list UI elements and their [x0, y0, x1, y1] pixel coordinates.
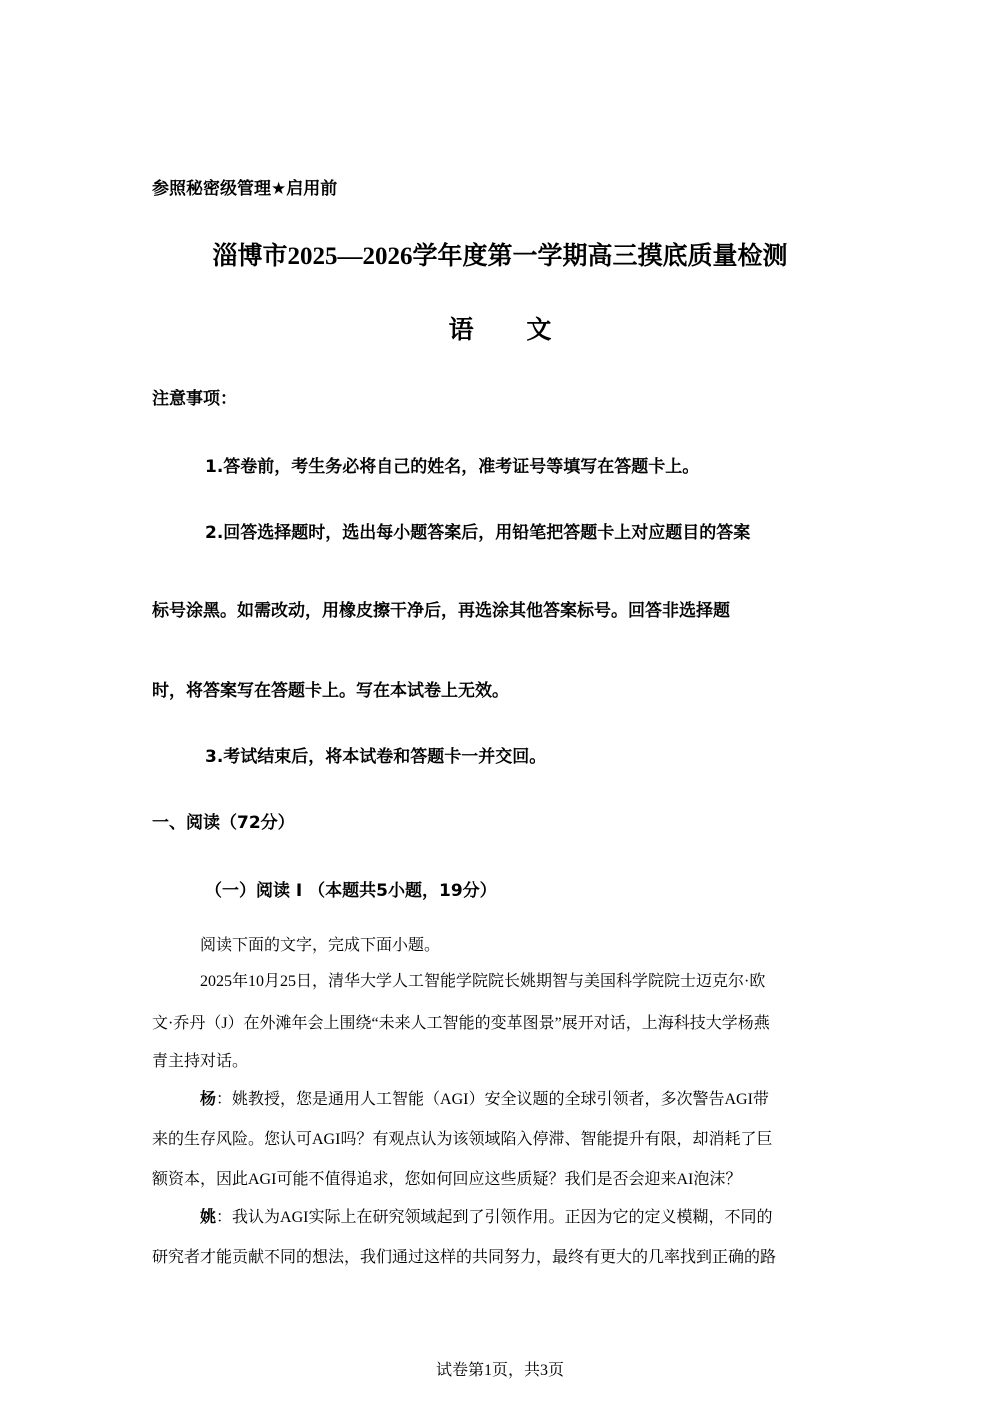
notice-heading: 注意事项： — [152, 389, 237, 409]
passage-question-1-line-2: 来的生存风险。您认可AGI吗？有观点认为该领域陷入停滞、智能提升有限，却消耗了巨 — [152, 1131, 773, 1148]
question-1-text: ：姚教授，您是通用人工智能（AGI）安全议题的全球引领者，多次警告AGI带 — [216, 1091, 769, 1108]
page-footer: 试卷第1页，共3页 — [435, 1362, 564, 1379]
passage-intro-line-3: 青主持对话。 — [152, 1053, 249, 1070]
passage-answer-1-line-2: 研究者才能贡献不同的想法，我们通过这样的共同努力，最终有更大的几率找到正确的路 — [152, 1249, 777, 1266]
speaker-yang: 杨 — [200, 1091, 217, 1108]
notice-item-2-line-3: 时，将答案写在答题卡上。写在本试卷上无效。 — [152, 681, 509, 701]
notice-item-1: 1.答卷前，考生务必将自己的姓名，准考证号等填写在答题卡上。 — [205, 457, 700, 477]
passage-question-1-line-1 — [200, 1086, 769, 1109]
passage-question-1-line-3: 额资本，因此AGI可能不值得追求，您如何回应这些质疑？我们是否会迎来AI泡沫？ — [152, 1171, 742, 1188]
notice-item-2-line-1: 2.回答选择题时，选出每小题答案后，用铅笔把答题卡上对应题目的答案 — [205, 523, 751, 543]
subsection-heading-reading-1: （一）阅读 I （本题共5小题，19分） — [205, 881, 497, 901]
answer-1-text: ：我认为AGI实际上在研究领域起到了引领作用。正因为它的定义模糊，不同的 — [216, 1209, 773, 1226]
subject-title: 语 文 — [448, 315, 574, 344]
section-heading-reading: 一、阅读（72分） — [152, 813, 295, 833]
passage-instruction: 阅读下面的文字，完成下面小题。 — [200, 937, 441, 954]
passage-intro-line-2: 文·乔丹（J）在外滩年会上围绕“未来人工智能的变革图景”展开对话，上海科技大学杨燕 — [152, 1015, 770, 1032]
secret-level-label: 参照秘密级管理★启用前 — [152, 179, 338, 199]
passage-intro-line-1: 2025年10月25日，清华大学人工智能学院院长姚期智与美国科学院院士迈克尔·欧 — [200, 973, 766, 990]
passage-answer-1-line-1 — [200, 1204, 772, 1227]
exam-title: 淄博市2025—2026学年度第一学期高三摸底质量检测 — [212, 243, 788, 270]
notice-item-2-line-2: 标号涂黑。如需改动，用橡皮擦干净后，再选涂其他答案标号。回答非选择题 — [152, 601, 730, 621]
speaker-yao: 姚 — [200, 1209, 217, 1226]
notice-item-3: 3.考试结束后，将本试卷和答题卡一并交回。 — [205, 747, 547, 767]
